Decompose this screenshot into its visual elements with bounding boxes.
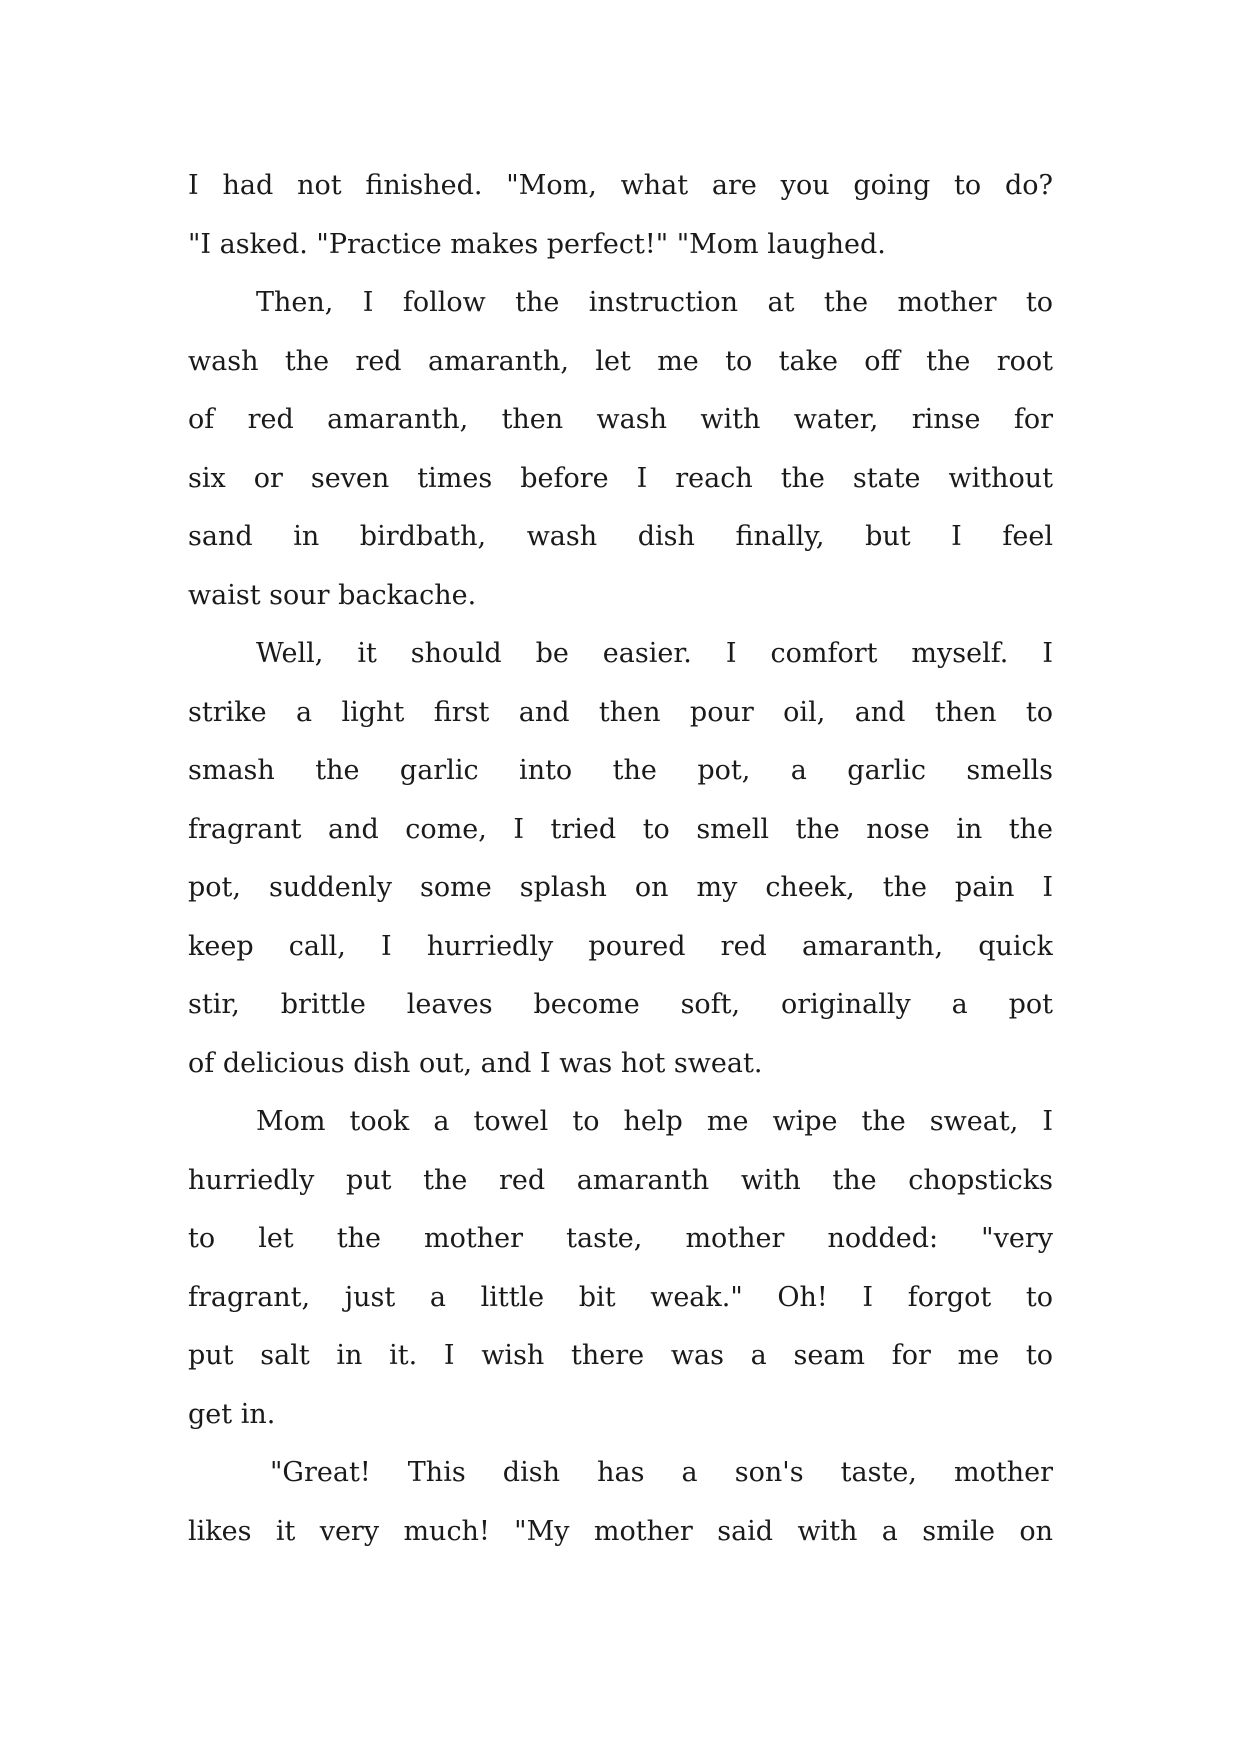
paragraph-first-line: "Great! This dish has a son's taste, mother bbox=[270, 1457, 1053, 1488]
text-line: get in. bbox=[188, 1398, 276, 1430]
text-line: hurriedly put the red amaranth with the chopsticks bbox=[188, 1164, 1053, 1196]
text-line: sand in birdbath, wash dish finally, but I feel bbox=[188, 521, 1053, 552]
text-line: pot, suddenly some splash on my cheek, the pain I bbox=[188, 872, 1053, 903]
text-line: stir, brittle leaves become soft, originally a pot bbox=[188, 989, 1053, 1020]
body-text bbox=[188, 157, 1053, 1561]
text-line: fragrant, just a little bit weak." Oh! I forgot to bbox=[188, 1281, 1053, 1313]
text-line: fragrant and come, I tried to smell the nose in the bbox=[188, 813, 1053, 845]
text-line: to let the mother taste, mother nodded: "very bbox=[188, 1223, 1053, 1254]
text-line: strike a light first and then pour oil, and then to bbox=[188, 696, 1053, 728]
text-line: of red amaranth, then wash with water, rinse for bbox=[188, 404, 1053, 435]
paragraph-first-line: Mom took a towel to help me wipe the sweat, I bbox=[256, 1106, 1053, 1137]
paragraph-first-line: Then, I follow the instruction at the mother to bbox=[256, 287, 1053, 318]
text-line: likes it very much! "My mother said with a smile on bbox=[188, 1515, 1053, 1547]
text-line: I had not finished. "Mom, what are you going to do? bbox=[188, 170, 1053, 201]
text-line: wash the red amaranth, let me to take off the root bbox=[188, 345, 1053, 377]
paragraph-first-line: Well, it should be easier. I comfort myself. I bbox=[256, 638, 1053, 669]
text-line: of delicious dish out, and I was hot sweat. bbox=[188, 1047, 763, 1079]
text-line: put salt in it. I wish there was a seam for me to bbox=[188, 1340, 1053, 1371]
text-line: six or seven times before I reach the state without bbox=[188, 462, 1053, 494]
text-line: "I asked. "Practice makes perfect!" "Mom laughed. bbox=[188, 228, 886, 260]
text-line: smash the garlic into the pot, a garlic smells bbox=[188, 755, 1053, 786]
text-line: keep call, I hurriedly poured red amaranth, quick bbox=[188, 930, 1053, 962]
text-line: waist sour backache. bbox=[188, 579, 477, 611]
